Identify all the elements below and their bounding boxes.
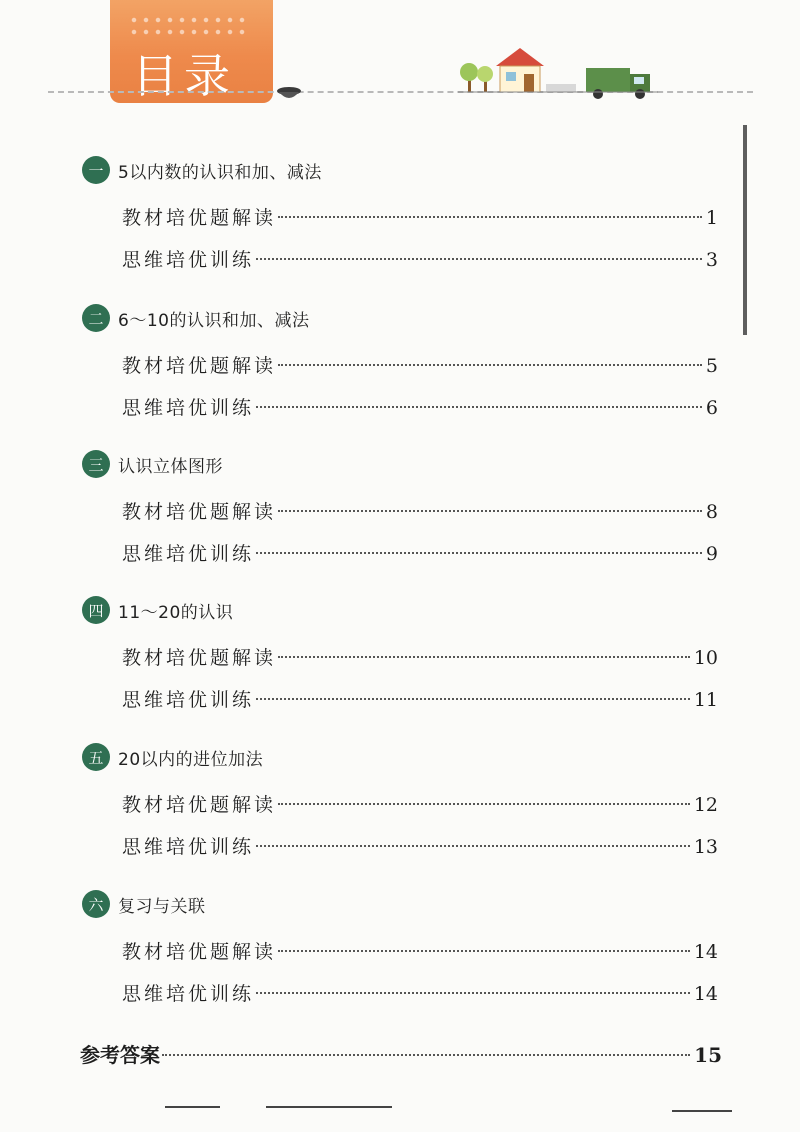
chapter-heading (82, 450, 223, 478)
footer-line (266, 1106, 392, 1108)
toc-entry-label: 思维培优训练 (122, 397, 255, 419)
dot-leader (256, 406, 702, 408)
toc-entry-page: 10 (693, 647, 718, 669)
tree-icon (460, 63, 493, 92)
chapter-title: 11～20的认识 (118, 602, 234, 623)
answers-entry[interactable] (80, 1039, 722, 1068)
toc-entry-page: 1 (705, 207, 718, 229)
toc-entry-label: 教材培优题解读 (122, 794, 277, 816)
toc-entry[interactable] (122, 497, 718, 523)
toc-entry[interactable] (122, 832, 718, 858)
chapter-heading (82, 596, 233, 624)
toc-entry-page: 13 (693, 836, 718, 858)
page-edge-shadow (743, 125, 747, 335)
dot-leader (256, 845, 690, 847)
chapter-number-badge: 五 (82, 743, 110, 771)
street-illustration (458, 44, 658, 100)
chapter-number-badge: 三 (82, 450, 110, 478)
chapter-heading (82, 304, 309, 332)
toc-entry[interactable] (122, 351, 718, 377)
answers-label: 参考答案 (80, 1043, 160, 1067)
toc-entry-page: 9 (705, 543, 718, 565)
chapter-number-badge: 四 (82, 596, 110, 624)
page-title: 目录 (132, 49, 236, 103)
chapter-title: 认识立体图形 (118, 456, 223, 477)
chapter-heading (82, 156, 322, 184)
toc-entry[interactable] (122, 643, 718, 669)
page-header (0, 0, 800, 110)
toc-entry-label: 思维培优训练 (122, 983, 255, 1005)
dot-leader (278, 803, 690, 805)
chapter-heading (82, 890, 206, 918)
footer-line (165, 1106, 220, 1108)
toc-entry-label: 思维培优训练 (122, 689, 255, 711)
chapter-title: 20以内的进位加法 (118, 749, 264, 770)
pot-icon (276, 86, 302, 102)
toc-entry[interactable] (122, 937, 718, 963)
dot-leader (278, 950, 690, 952)
dot-leader (256, 552, 702, 554)
toc-entry-page: 12 (693, 794, 718, 816)
toc-entry[interactable] (122, 790, 718, 816)
dot-leader (162, 1054, 690, 1056)
chapter-title: 复习与关联 (118, 896, 206, 917)
chapter-number-badge: 一 (82, 156, 110, 184)
dot-leader (278, 510, 702, 512)
chapter-number-badge: 二 (82, 304, 110, 332)
toc-entry-label: 教材培优题解读 (122, 941, 277, 963)
toc-entry-label: 教材培优题解读 (122, 501, 277, 523)
title-dots-pattern (128, 14, 248, 38)
dot-leader (256, 992, 690, 994)
chapter-heading (82, 743, 263, 771)
toc-entry[interactable] (122, 393, 718, 419)
toc-entry-page: 6 (705, 397, 718, 419)
toc-entry-page: 11 (693, 689, 718, 711)
toc-entry-page: 8 (705, 501, 718, 523)
toc-entry[interactable] (122, 979, 718, 1005)
toc-entry-label: 思维培优训练 (122, 836, 255, 858)
toc-entry-page: 5 (705, 355, 718, 377)
toc-entry[interactable] (122, 245, 718, 271)
toc-entry-page: 14 (693, 941, 718, 963)
toc-entry[interactable] (122, 685, 718, 711)
truck-icon (586, 68, 650, 99)
footer-line (672, 1110, 732, 1112)
toc-entry[interactable] (122, 203, 718, 229)
toc-entry-label: 思维培优训练 (122, 249, 255, 271)
toc-entry[interactable] (122, 539, 718, 565)
house-icon (496, 48, 544, 92)
toc-entry-page: 3 (705, 249, 718, 271)
toc-entry-label: 教材培优题解读 (122, 207, 277, 229)
chapter-number-badge: 六 (82, 890, 110, 918)
dot-leader (278, 656, 690, 658)
toc-entry-page: 14 (693, 983, 718, 1005)
dot-leader (256, 698, 690, 700)
dot-leader (278, 364, 702, 366)
toc-entry-label: 教材培优题解读 (122, 647, 277, 669)
toc-entry-label: 思维培优训练 (122, 543, 255, 565)
dot-leader (278, 216, 702, 218)
answers-page: 15 (694, 1043, 722, 1067)
chapter-title: 6～10的认识和加、减法 (118, 310, 310, 331)
toc-entry-label: 教材培优题解读 (122, 355, 277, 377)
chapter-title: 5以内数的认识和加、减法 (118, 162, 322, 183)
dot-leader (256, 258, 702, 260)
